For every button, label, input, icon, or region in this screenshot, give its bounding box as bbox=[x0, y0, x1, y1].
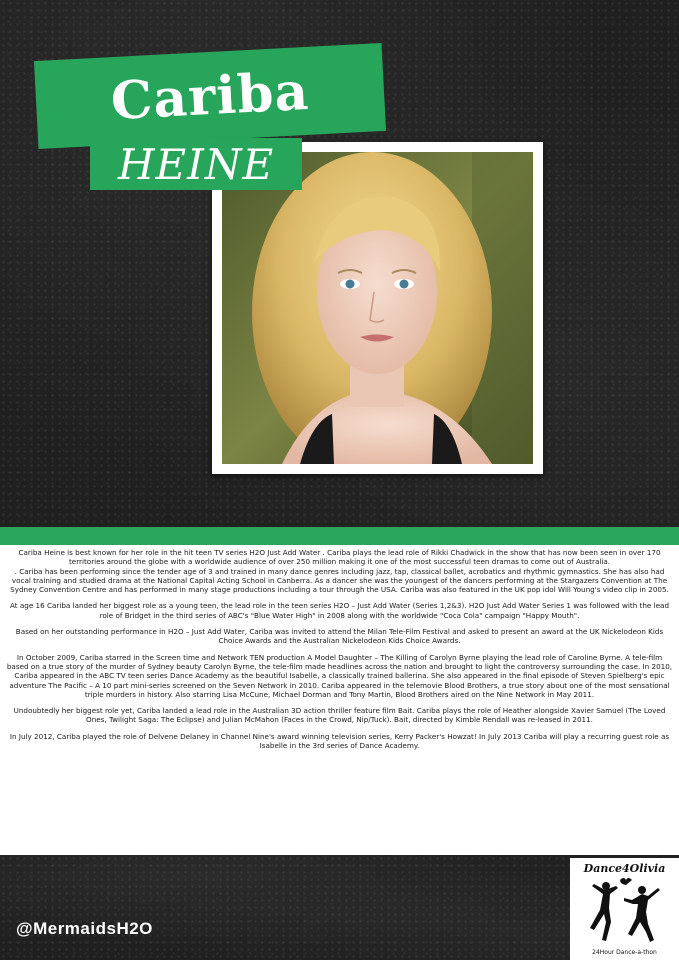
portrait-photo bbox=[222, 152, 533, 464]
social-handle: @MermaidsH2O bbox=[16, 919, 153, 938]
logo-title: Dance4Olivia bbox=[583, 862, 666, 875]
bio-paragraph-1: Cariba Heine is best known for her role in the hit teen TV series H2O Just Add Water . Cariba plays the lead role of Rikki Chadwick in the show that has now been seen in over 170 territories around the globe with a worldwide audience of over 250 million making it one of the most successful teen dramas to come out of Australia. bbox=[18, 548, 661, 567]
portrait-frame bbox=[212, 142, 543, 474]
last-name-banner bbox=[90, 138, 302, 190]
first-name-banner bbox=[34, 43, 386, 149]
logo-subtitle: 24Hour Dance-a-thon bbox=[592, 949, 657, 956]
first-name: Cariba bbox=[109, 60, 311, 132]
bio-paragraph-2: . Cariba has been performing since the tender age of 3 and trained in many dance genres including jazz, tap, classical ballet, acrobatics and rhythmic gymnastics. She has also had vocal training and studied drama at the National Capital Acting School in Canberra. As a dancer she was the youngest of the dancers performing at the Stargazers Convention at The Sydney Convention Centre and has performed in many stage productions including a tour through the USA. Cariba was also featured in the UK pop idol Will Young's video clip in 2005. bbox=[10, 566, 669, 595]
bio-paragraph-7: In July 2012, Cariba played the role of Delvene Delaney in Channel Nine's award winning television series, Kerry Packer's Howzat! In July 2013 Cariba will play a recurring guest role as Isabelle in the 3rd series of Dance Academy. bbox=[9, 731, 670, 751]
biography-panel bbox=[0, 545, 679, 855]
bio-paragraph-5: In October 2009, Cariba starred in the Screen time and Network TEN production A Model Daughter – The Killing of Carolyn Byrne playing the lead role of Caroline Byrne. A tele-film based on a true story of the murder of Sydney beauty Carolyn Byrne, the tele-film made headlines across the nation and brought to light the controversy surrounding the case. In 2010, Cariba appeared in the ABC TV teen series Dance Academy as the beautiful Isabelle, a classically trained ballerina. She also appeared in the final episode of Steven Spielberg's epic adventure The Pacific – A 10 part mini-series screened on the Seven Network in 2010. Cariba appeared in the telemovie Blood Brothers, a true story about one of the most sensational triple murders in history. Also starring Lisa McCune, Michael Dorman and Tony Martin, Blood Brothers aired on the Nine Network in May 2011. bbox=[6, 652, 673, 699]
dancers-logo-icon bbox=[576, 876, 673, 944]
dance4olivia-logo bbox=[570, 858, 679, 960]
green-divider bbox=[0, 527, 679, 545]
last-name: HEINE bbox=[117, 139, 275, 189]
bio-paragraph-6: Undoubtedly her biggest role yet, Cariba landed a lead role in the Australian 3D action thriller feature film Bait. Cariba plays the role of Heather alongside Xavier Samuel (The Loved Ones, Twilight Saga: The Eclipse) and Julian McMahon (Faces in the Crowd, Nip/Tuck). Bait, directed by Kimble Rendall was re-leased in 2011. bbox=[13, 706, 666, 725]
bio-paragraph-4: Based on her outstanding performance in H2O – Just Add Water, Cariba was invited to attend the Milan Tele-Film Festival and asked to present an award at the UK Nickelodeon Kids Choice Awards and the Australian Nickelodeon Kids Choice Awards. bbox=[15, 627, 664, 646]
portrait-photo-icon bbox=[222, 152, 533, 464]
bio-paragraph-3: At age 16 Cariba landed her biggest role as a young teen, the lead role in the teen series H2O – Just Add Water (Series 1,2&3). H2O Just Add Water Series 1 was followed with the lead role of Bridget in the third series of ABC's "Blue Water High" in 2008 along with the worldwide "Coca Cola" campaign "Happy Mouth". bbox=[9, 601, 670, 620]
